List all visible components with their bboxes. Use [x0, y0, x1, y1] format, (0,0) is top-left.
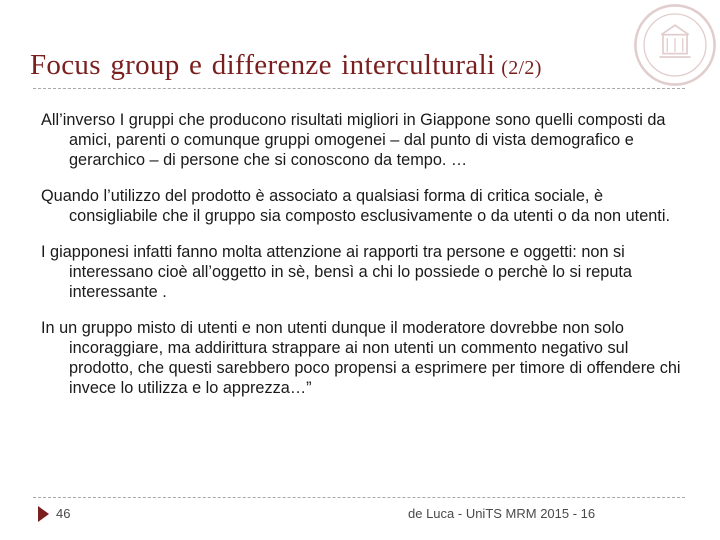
university-seal-icon [632, 2, 718, 88]
paragraph: All’inverso I gruppi che producono risultati migliori in Giappone sono quelli composti da amici, parenti o comunque gruppi omogenei – dal punto di vista demografico e gerarchico – di persone che si conoscono da tempo. … [41, 111, 666, 169]
footer-arrow-icon [38, 506, 49, 522]
slide-title-sub: (2/2) [501, 57, 542, 79]
slide-title [30, 48, 542, 85]
paragraph: I giapponesi infatti fanno molta attenzione ai rapporti tra persone e oggetti: non si interessano cioè all’oggetto in sè, bensì a chi lo possiede o perchè lo si reputa interessante . [41, 243, 632, 301]
paragraph: In un gruppo misto di utenti e non utenti dunque il moderatore dovrebbe non solo incoraggiare, ma addirittura strappare ai non utenti un commento negativo sul prodotto, che questi sarebbero poco propensi a esprimere per timore di offendere chi invece lo utilizza e lo apprezza…” [41, 319, 681, 397]
slide-title-main: Focus group e differenze interculturali [30, 49, 496, 81]
footer-divider [33, 497, 685, 498]
slide-body [41, 110, 681, 414]
footer-credit: de Luca - UniTS MRM 2015 - 16 [408, 506, 596, 521]
page-number: 46 [56, 506, 71, 521]
paragraph: Quando l’utilizzo del prodotto è associato a qualsiasi forma di critica sociale, è consigliabile che il gruppo sia composto esclusivamente o da utenti o da non utenti. [41, 187, 670, 225]
title-divider [33, 88, 685, 89]
